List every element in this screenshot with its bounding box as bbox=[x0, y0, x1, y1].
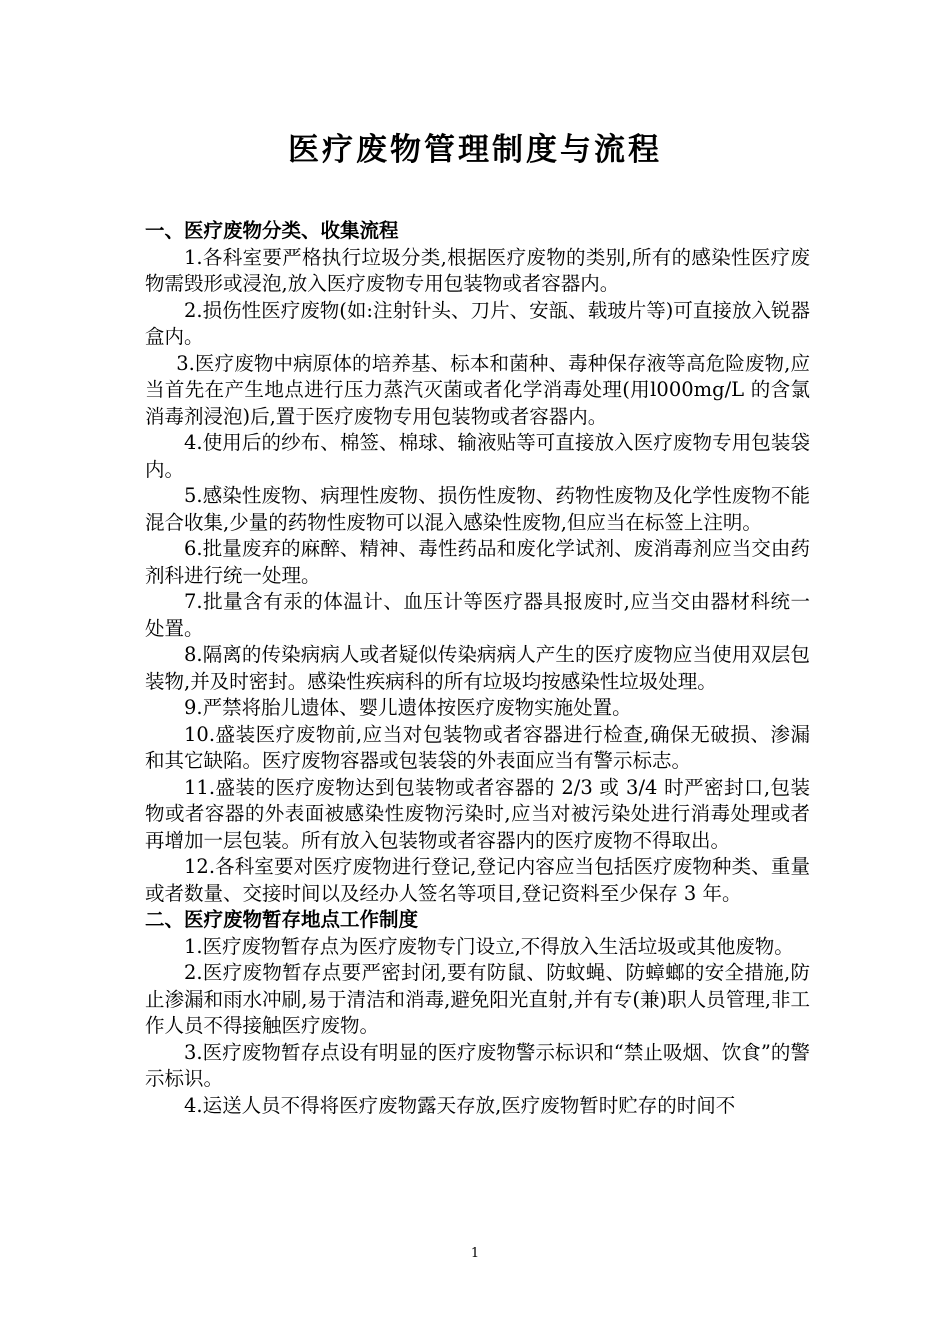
paragraph: 5.感染性废物、病理性废物、损伤性废物、药物性废物及化学性废物不能混合收集,少量的药物性废物可以混入感染性废物,但应当在标签上注明。 bbox=[145, 484, 810, 534]
section-heading: 二、医疗废物暂存地点工作制度 bbox=[145, 908, 419, 931]
paragraph: 11.盛装的医疗废物达到包装物或者容器的 2/3 或 3/4 时严密封口,包装物或者容器的外表面被感染性废物污染时,应当对被污染处进行消毒处理或者再增加一层包装。所有放入包装物或者容器内的医疗废物不得取出。 bbox=[145, 775, 810, 852]
section-storage bbox=[145, 907, 810, 1119]
paragraph: 10.盛装医疗废物前,应当对包装物或者容器进行检查,确保无破损、渗漏和其它缺陷。医疗废物容器或包装袋的外表面应当有警示标志。 bbox=[145, 722, 810, 772]
paragraph: 4.运送人员不得将医疗废物露天存放,医疗废物暂时贮存的时间不 bbox=[184, 1093, 736, 1117]
section-heading: 一、医疗废物分类、收集流程 bbox=[145, 219, 399, 242]
page-title: 医疗废物管理制度与流程 bbox=[288, 132, 662, 168]
paragraph: 4.使用后的纱布、棉签、棉球、输液贴等可直接放入医疗废物专用包装袋内。 bbox=[145, 431, 810, 481]
paragraph: 3.医疗废物中病原体的培养基、标本和菌种、毒种保存液等高危险废物,应当首先在产生地点进行压力蒸汽灭菌或者化学消毒处理(用l000mg/L 的含氯消毒剂浸泡)后,置于医疗废物专用包装物或者容器内。 bbox=[145, 351, 810, 428]
paragraph: 9.严禁将胎儿遗体、婴儿遗体按医疗废物实施处置。 bbox=[184, 696, 632, 719]
paragraph: 1.医疗废物暂存点为医疗废物专门设立,不得放入生活垃圾或其他废物。 bbox=[184, 934, 794, 958]
section-classification bbox=[145, 218, 810, 907]
paragraph: 3.医疗废物暂存点设有明显的医疗废物警示标识和“禁止吸烟、饮食”的警示标识。 bbox=[145, 1040, 810, 1090]
paragraph: 7.批量含有汞的体温计、血压计等医疗器具报废时,应当交由器材科统一处置。 bbox=[145, 590, 810, 640]
paragraph: 2.损伤性医疗废物(如:注射针头、刀片、安瓿、载玻片等)可直接放入锐器盒内。 bbox=[145, 298, 810, 348]
document-body bbox=[145, 218, 810, 1119]
paragraph: 1.各科室要严格执行垃圾分类,根据医疗废物的类别,所有的感染性医疗废物需毁形或浸泡,放入医疗废物专用包装物或者容器内。 bbox=[145, 245, 810, 295]
paragraph: 8.隔离的传染病病人或者疑似传染病病人产生的医疗废物应当使用双层包装物,并及时密封。感染性疾病科的所有垃圾均按感染性垃圾处理。 bbox=[145, 643, 810, 693]
paragraph: 2.医疗废物暂存点要严密封闭,要有防鼠、防蚊蝇、防蟑螂的安全措施,防止渗漏和雨水冲刷,易于清洁和消毒,避免阳光直射,并有专(兼)职人员管理,非工作人员不得接触医疗废物。 bbox=[145, 961, 810, 1037]
paragraph: 6.批量废弃的麻醉、精神、毒性药品和废化学试剂、废消毒剂应当交由药剂科进行统一处理。 bbox=[145, 537, 810, 587]
page-number: 1 bbox=[470, 1246, 480, 1261]
paragraph: 12.各科室要对医疗废物进行登记,登记内容应当包括医疗废物种类、重量或者数量、交接时间以及经办人签名等项目,登记资料至少保存 3 年。 bbox=[145, 855, 810, 905]
